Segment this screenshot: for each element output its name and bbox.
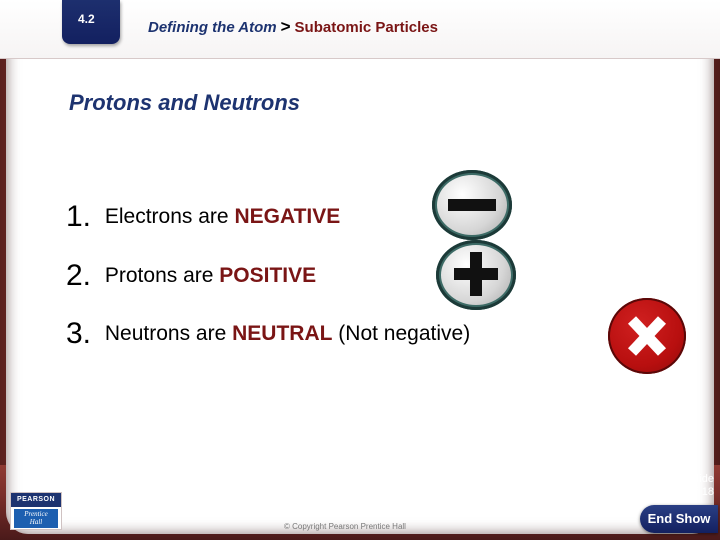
section-number: 4.2 [78,12,95,26]
plus-icon [436,240,516,310]
list-item [66,200,340,234]
section-title: Subatomic Particles [294,19,438,36]
list-item [66,317,470,351]
cross-icon [608,298,686,374]
cross-glyph [608,298,686,374]
minus-bar [448,199,496,211]
slide-label: Slide [689,473,714,485]
slide-counter [668,473,714,499]
logo-top: PEARSON [11,493,61,507]
breadcrumb [148,17,438,37]
section-tab [62,0,120,44]
item-number: 3. [66,317,92,350]
chapter-title: Defining the Atom [148,19,277,36]
item-emphasis: NEGATIVE [234,205,341,228]
list-item [66,259,316,293]
item-suffix: (Not negative) [338,322,471,345]
item-number: 1. [66,200,92,233]
logo-line-1: Prentice [24,510,48,518]
logo-bottom [14,509,58,528]
breadcrumb-separator: > [280,17,291,36]
minus-icon [432,170,512,240]
item-emphasis: POSITIVE [219,264,317,287]
end-show-button[interactable]: End Show [640,505,718,533]
item-emphasis: NEUTRAL [232,322,333,345]
item-text: Protons are [104,264,214,287]
plus-vertical-bar [470,252,482,296]
item-text: Electrons are [104,205,229,228]
pearson-prentice-hall-logo [10,492,62,530]
item-number: 2. [66,259,92,292]
slide-title: Protons and Neutrons [69,90,301,115]
copyright-text: © Copyright Pearson Prentice Hall [284,522,406,531]
item-text: Neutrons are [104,322,227,345]
logo-line-2: Hall [29,518,43,526]
slide-position: 7 of 18 [680,486,714,498]
